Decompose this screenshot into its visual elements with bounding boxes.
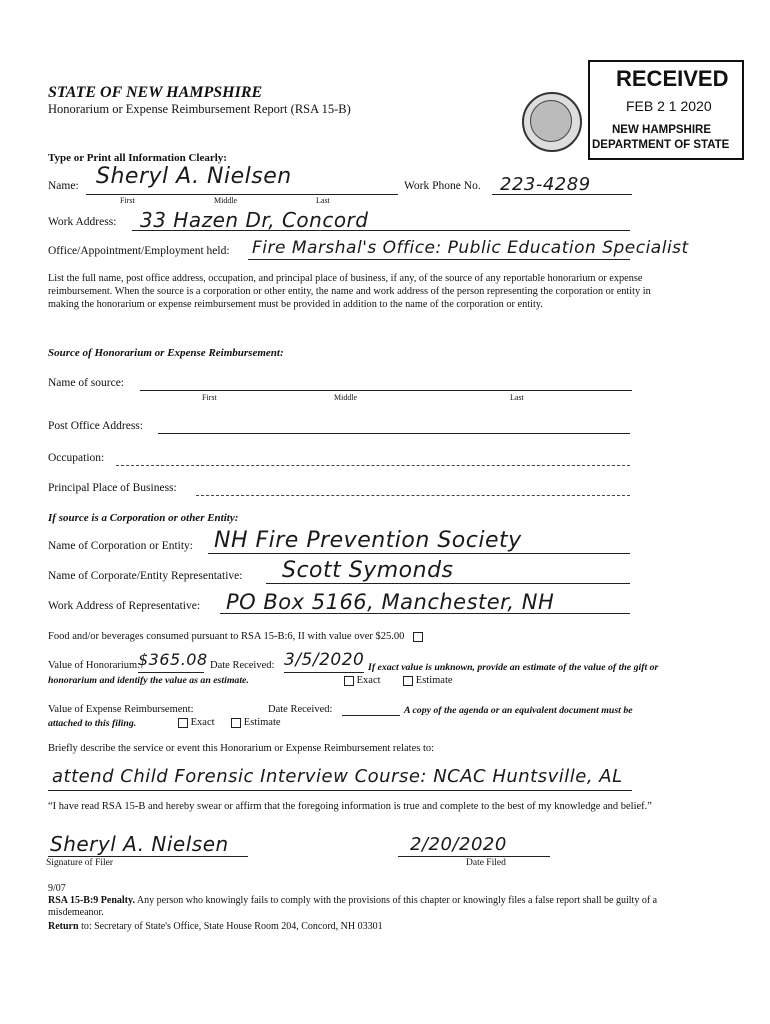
expense-label: Value of Expense Reimbursement:: [48, 704, 194, 715]
date-received-field[interactable]: 3/5/2020: [284, 650, 365, 670]
rep-address-field[interactable]: PO Box 5166, Manchester, NH: [226, 590, 555, 614]
stamp-date: FEB 2 1 2020: [626, 98, 712, 114]
received-stamp: [588, 60, 744, 160]
return-text: [48, 921, 678, 932]
source-last-sublabel: Last: [510, 393, 524, 402]
expense-check-row: [178, 717, 281, 728]
exact2-label: Exact: [190, 717, 215, 728]
source-name-label: Name of source:: [48, 377, 124, 389]
instructions-text: List the full name, post office address, occupation, and principal place of business, if any, of the source of any reportable honorarium or expense reimbursement. When the source is a corporation or other entity, the name and work address of the person representing the corporation or entity in making the honorarium or expense reimbursement must be provided in addition to the name of the corporation or entity.: [48, 273, 651, 310]
expense-note: A copy of the agenda or an equivalent document must be attached to this filing.: [48, 705, 633, 729]
source-first-sublabel: First: [202, 393, 217, 402]
food-row: [48, 631, 423, 642]
corp-name-label: Name of Corporation or Entity:: [48, 540, 193, 552]
food-checkbox[interactable]: [413, 632, 423, 642]
name-label: Name:: [48, 180, 79, 192]
last-sublabel: Last: [316, 196, 330, 205]
food-label: Food and/or beverages consumed pursuant to RSA 15-B:6, II with value over $25.00: [48, 631, 405, 642]
revision-date: 9/07: [48, 883, 66, 894]
exact-checkbox[interactable]: [344, 676, 354, 686]
estimate2-label: Estimate: [243, 717, 281, 728]
name-field[interactable]: Sheryl A. Nielsen: [96, 164, 292, 189]
corp-name-field[interactable]: NH Fire Prevention Society: [214, 528, 522, 553]
expense-date-label: Date Received:: [268, 704, 333, 715]
estimate-checkbox[interactable]: [403, 676, 413, 686]
office-field[interactable]: Fire Marshal's Office: Public Education Specialist: [252, 238, 689, 258]
date-received-label: Date Received:: [210, 660, 275, 671]
penalty-body: Any person who knowingly fails to comply with the provisions of this chapter or knowingly files a false report shall be guilty of a misdemeanor.: [48, 895, 658, 918]
source-middle-sublabel: Middle: [334, 393, 358, 402]
corp-rep-field[interactable]: Scott Symonds: [282, 558, 454, 583]
source-heading: Source of Honorarium or Expense Reimbursement:: [48, 347, 284, 359]
exact2-checkbox[interactable]: [178, 718, 188, 728]
type-instruction: Type or Print all Information Clearly:: [48, 152, 227, 164]
exact-note: If exact value is unknown, provide an estimate of the value of the gift or honorarium and identify the value as an estimate.: [48, 662, 659, 686]
corp-rep-label: Name of Corporate/Entity Representative:: [48, 570, 243, 582]
return-body: to: Secretary of State's Office, State House Room 204, Concord, NH 03301: [81, 921, 383, 932]
work-phone-label: Work Phone No.: [404, 180, 481, 192]
office-label: Office/Appointment/Employment held:: [48, 245, 230, 257]
occupation-label: Occupation:: [48, 452, 105, 464]
exact-row: [344, 675, 453, 686]
estimate2-checkbox[interactable]: [231, 718, 241, 728]
signature-field[interactable]: Sheryl A. Nielsen: [50, 832, 229, 856]
middle-sublabel: Middle: [214, 196, 238, 205]
rep-address-label: Work Address of Representative:: [48, 600, 201, 612]
date-filed-field[interactable]: 2/20/2020: [410, 834, 507, 855]
principal-place-label: Principal Place of Business:: [48, 482, 177, 494]
honorarium-field[interactable]: $365.08: [138, 650, 208, 669]
return-heading: Return: [48, 921, 79, 932]
honorarium-label: Value of Honorarium:: [48, 660, 141, 671]
penalty-heading: RSA 15-B:9 Penalty.: [48, 895, 135, 906]
describe-label: Briefly describe the service or event this Honorarium or Expense Reimbursement relates to:: [48, 743, 435, 754]
penalty-text: [48, 895, 678, 919]
stamp-received: RECEIVED: [616, 66, 729, 91]
form-subtitle: Honorarium or Expense Reimbursement Report (RSA 15-B): [48, 102, 351, 116]
work-address-label: Work Address:: [48, 216, 117, 228]
exact-label: Exact: [356, 675, 381, 686]
affirm-text: “I have read RSA 15-B and hereby swear or affirm that the foregoing information is true and complete to the best of my knowledge and belief.”: [48, 801, 652, 812]
work-address-field[interactable]: 33 Hazen Dr, Concord: [140, 208, 369, 232]
po-address-label: Post Office Address:: [48, 420, 143, 432]
signature-label: Signature of Filer: [46, 858, 114, 868]
stamp-line2: DEPARTMENT OF STATE: [592, 139, 730, 151]
corp-heading: If source is a Corporation or other Entity:: [48, 512, 239, 524]
estimate-label: Estimate: [415, 675, 453, 686]
state-seal-inner: [530, 100, 572, 142]
describe-field[interactable]: attend Child Forensic Interview Course: NCAC Huntsville, AL: [52, 766, 623, 787]
date-filed-label: Date Filed: [466, 858, 506, 868]
first-sublabel: First: [120, 196, 135, 205]
stamp-line1: NEW HAMPSHIRE: [612, 124, 712, 136]
work-phone-field[interactable]: 223-4289: [500, 174, 591, 195]
form-title: STATE OF NEW HAMPSHIRE: [48, 84, 263, 101]
